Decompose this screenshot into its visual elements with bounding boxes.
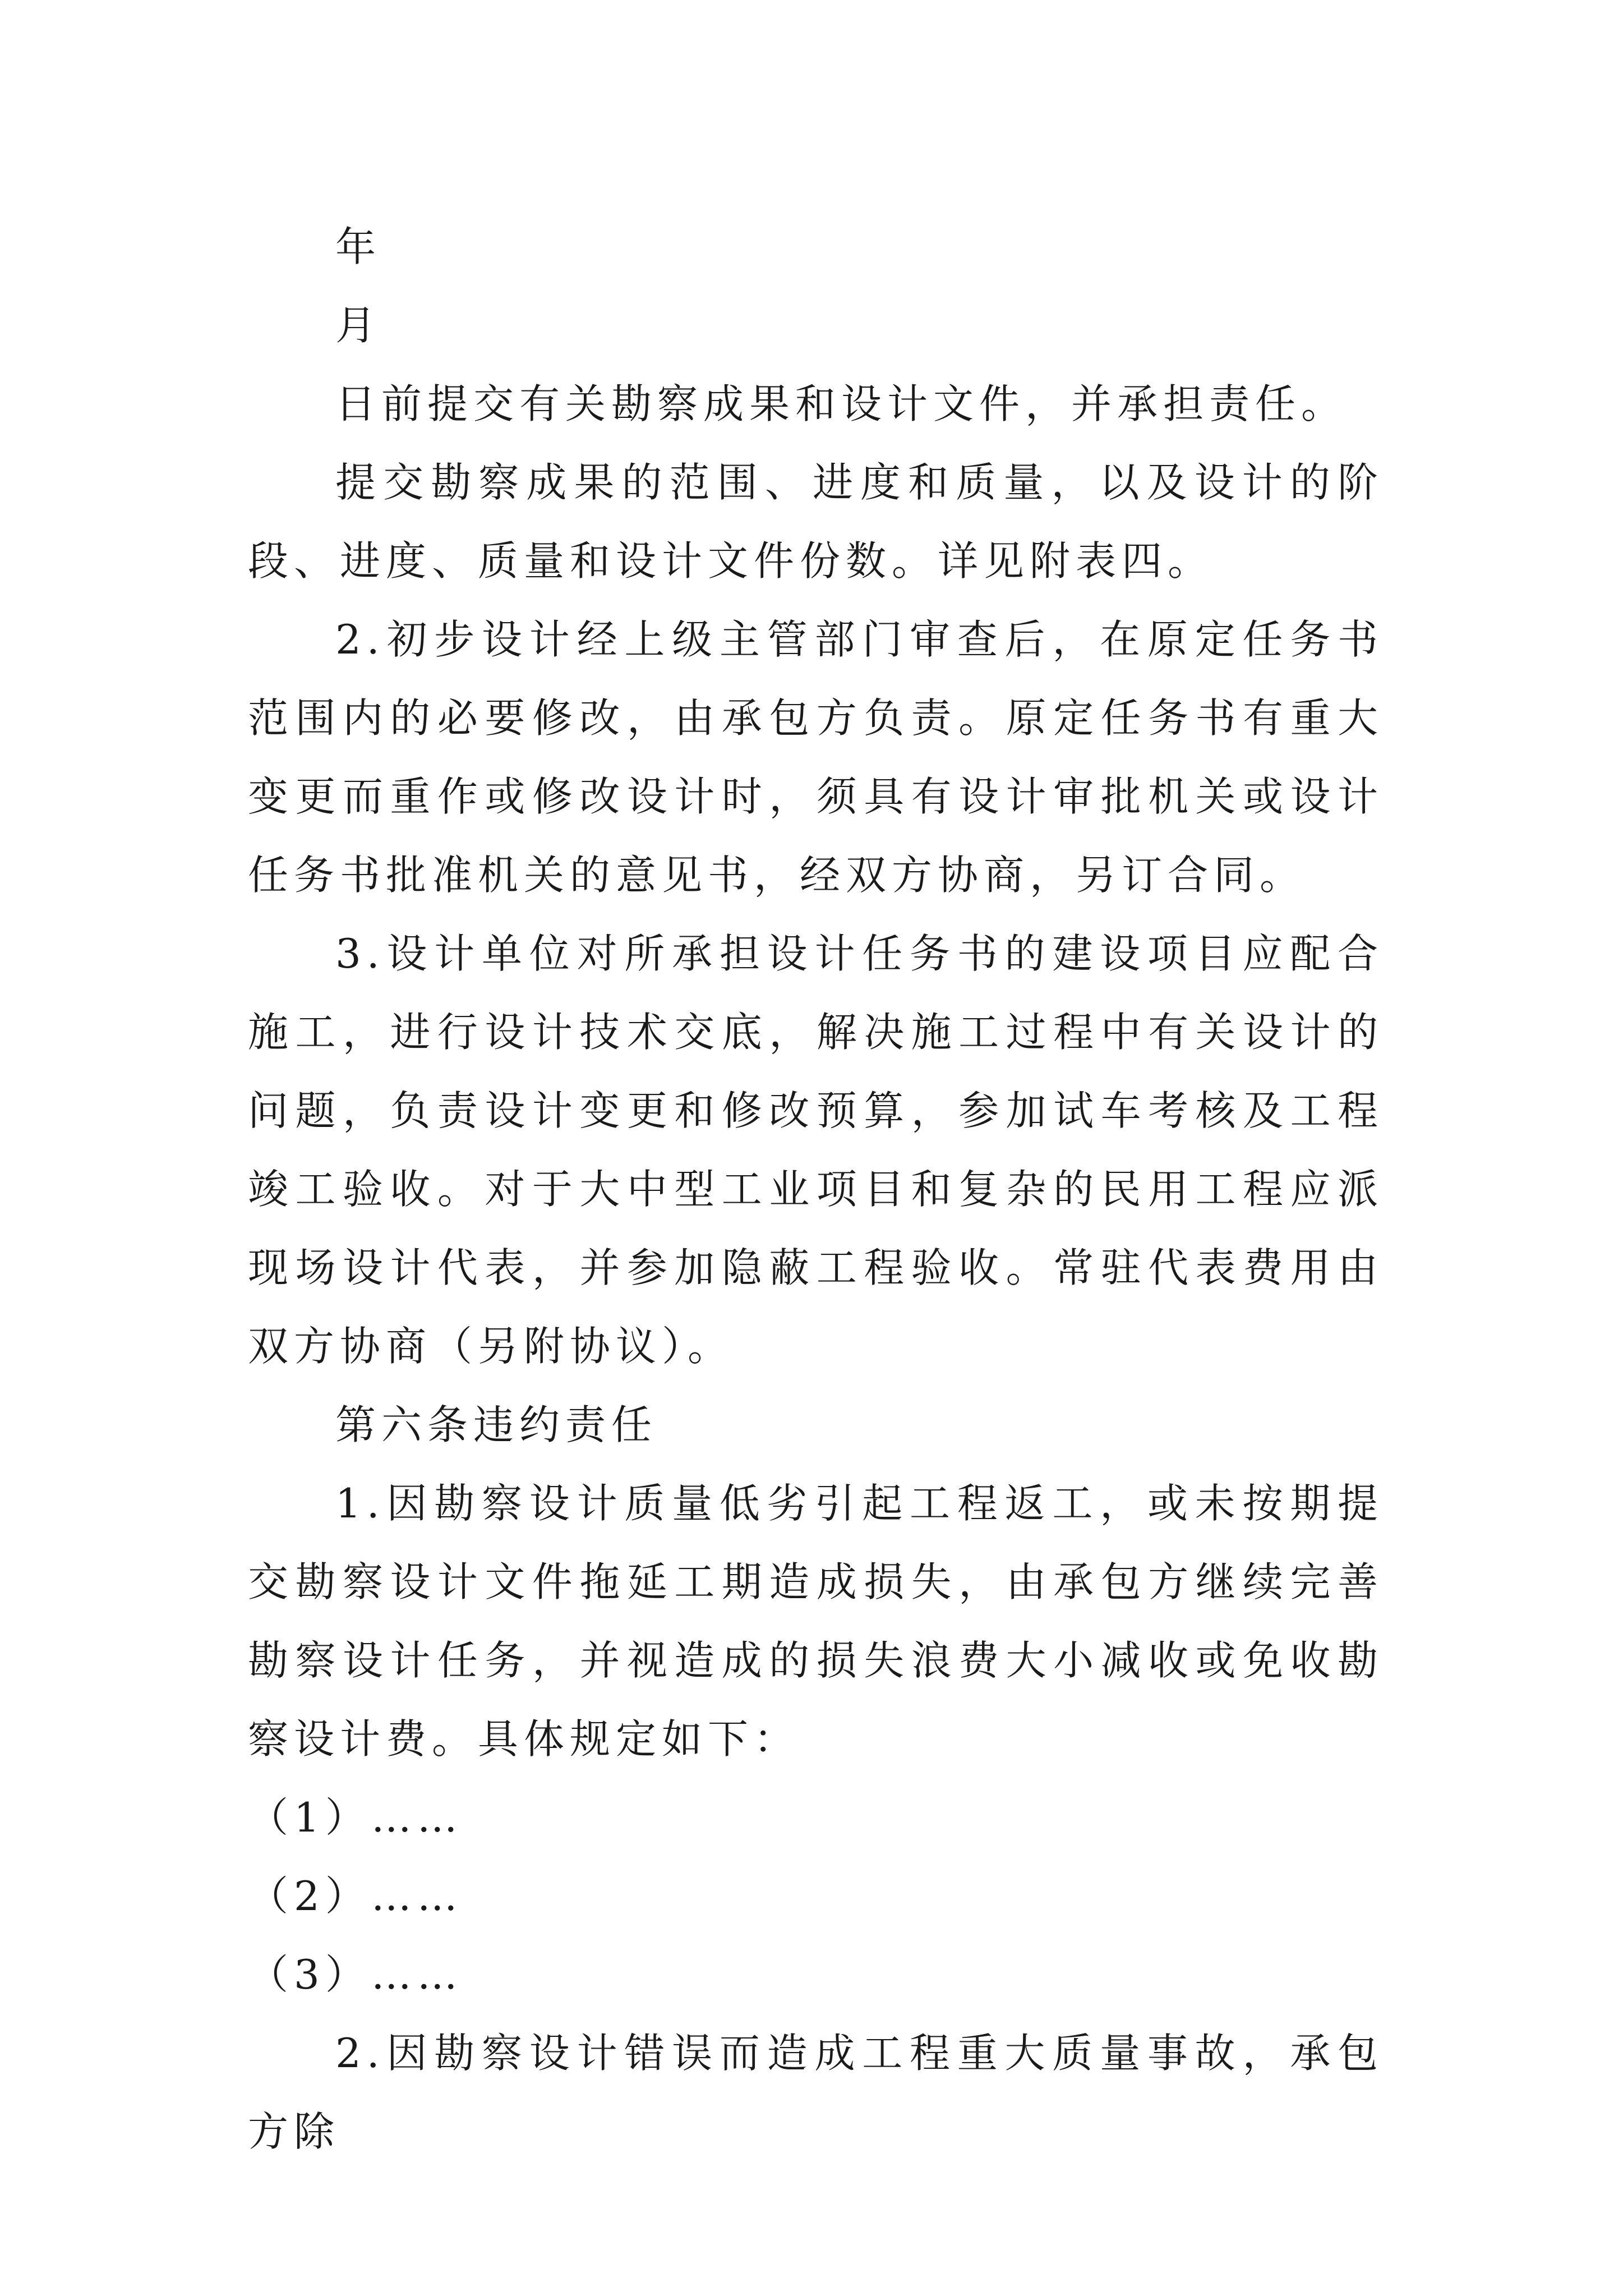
paragraph-year: 年 <box>335 223 382 270</box>
list-item-2: （2）…… <box>248 1872 463 1920</box>
paragraph-month: 月 <box>335 302 382 349</box>
list-item-1: （1）…… <box>248 1794 463 1841</box>
paragraph-submission-date: 日前提交有关勘察成果和设计文件，并承担责任。 <box>335 380 1348 427</box>
list-item-3: （3）…… <box>248 1951 463 1998</box>
paragraph-submission-scope: 提交勘察成果的范围、进度和质量，以及设计的阶段、进度、质量和设计文件份数。详见附表四。 <box>248 459 1384 585</box>
paragraph-breach-clause-2: 2.因勘察设计错误而造成工程重大质量事故，承包方除 <box>248 2030 1384 2155</box>
paragraph-clause-2-preliminary-design: 2.初步设计经上级主管部门审查后，在原定任务书范围内的必要修改，由承包方负责。原定任务书有重大变更而重作或修改设计时，须具有设计审批机关或设计任务书批准机关的意见书，经双方协商，另订合同。 <box>248 616 1384 899</box>
paragraph-breach-clause-1: 1.因勘察设计质量低劣引起工程返工，或未按期提交勘察设计文件拖延工期造成损失，由承包方继续完善勘察设计任务，并视造成的损失浪费大小减收或免收勘察设计费。具体规定如下： <box>248 1480 1384 1763</box>
document-body <box>248 208 1384 2171</box>
paragraph-clause-3-construction-cooperation: 3.设计单位对所承担设计任务书的建设项目应配合施工，进行设计技术交底，解决施工过程中有关设计的问题，负责设计变更和修改预算，参加试车考核及工程竣工验收。对于大中型工业项目和复杂的民用工程应派现场设计代表，并参加隐蔽工程验收。常驻代表费用由双方协商（另附协议）。 <box>248 930 1384 1370</box>
section-heading-article-6: 第六条违约责任 <box>335 1401 658 1448</box>
